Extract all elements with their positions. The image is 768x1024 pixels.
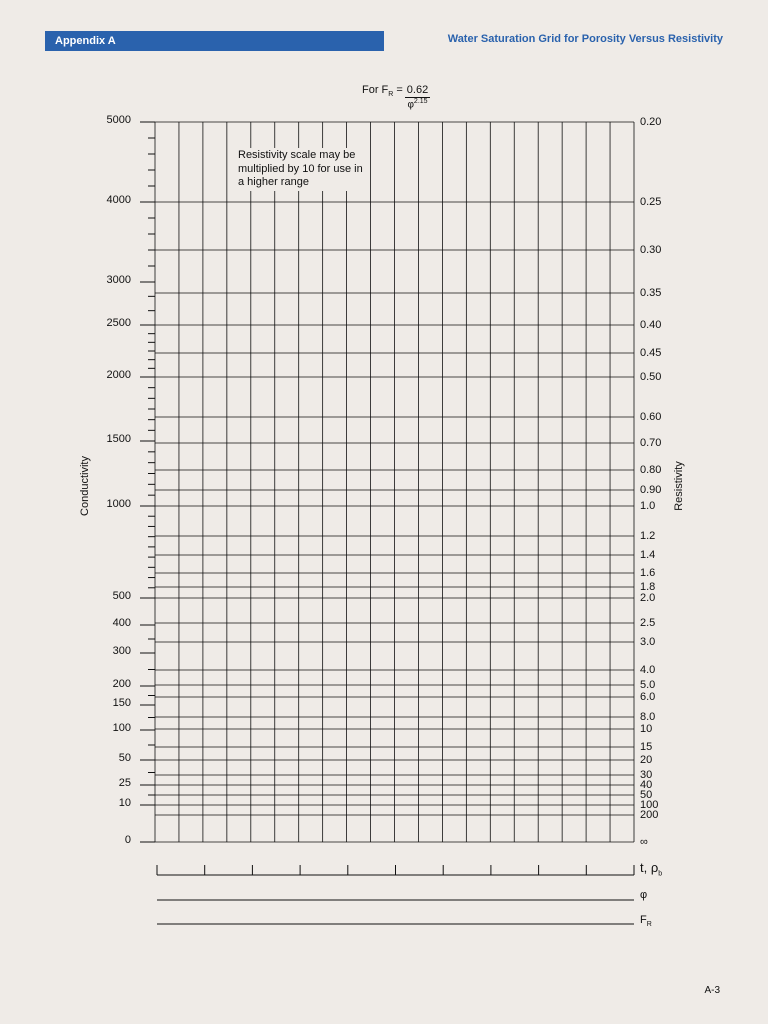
conductivity-axis-title: Conductivity (78, 456, 91, 516)
conductivity-tick-label: 1000 (106, 498, 131, 510)
resistivity-tick-label: 100 (640, 799, 659, 811)
conductivity-tick-label: 4000 (106, 194, 131, 206)
conductivity-tick-label: 300 (112, 645, 131, 657)
resistivity-tick-label: 0.90 (640, 484, 662, 496)
conductivity-tick-label: 2500 (106, 317, 131, 329)
fr-sub: R (646, 921, 652, 929)
resistivity-tick-label: 1.2 (640, 530, 656, 542)
section-label: Appendix A (55, 35, 116, 47)
t-rho-text: t, ρ (640, 860, 659, 875)
conductivity-tick-label: 0 (124, 834, 131, 846)
resistivity-tick-label: 10 (640, 723, 653, 735)
resistivity-tick-label: 1.4 (640, 549, 656, 561)
formula-numerator: 0.62 (406, 84, 429, 96)
resistivity-tick-label: 2.5 (640, 617, 656, 629)
conductivity-tick-label: 150 (112, 697, 131, 709)
formula-phi: φ (407, 99, 414, 111)
formula-exponent: 2.15 (413, 98, 428, 105)
conductivity-tick-label: 50 (118, 752, 131, 764)
resistivity-tick-label: 50 (640, 789, 653, 801)
resistivity-tick-label: 6.0 (640, 691, 656, 703)
resistivity-tick-label: 0.70 (640, 437, 662, 449)
conductivity-tick-label: 5000 (106, 114, 131, 126)
resistivity-tick-label: 0.50 (640, 371, 662, 383)
page-number: A-3 (704, 985, 720, 996)
resistivity-tick-label: 200 (640, 809, 659, 821)
resistivity-tick-label: 20 (640, 754, 653, 766)
conductivity-tick-label: 10 (118, 797, 131, 809)
t-rho-label (640, 860, 662, 878)
conductivity-tick-label: 2000 (106, 369, 131, 381)
resistivity-tick-label: 8.0 (640, 711, 656, 723)
resistivity-tick-label: 4.0 (640, 664, 656, 676)
t-rho-sub: b (658, 870, 663, 878)
conductivity-tick-label: 500 (112, 590, 131, 602)
resistivity-tick-label: 1.8 (640, 581, 656, 593)
formula-prefix: For F (362, 84, 389, 96)
resistivity-tick-label: 40 (640, 779, 653, 791)
resistivity-tick-label: 0.25 (640, 196, 662, 208)
conductivity-tick-label: 100 (112, 722, 131, 734)
fr-label (640, 914, 652, 928)
resistivity-tick-label: 30 (640, 769, 653, 781)
fr-text: F (640, 914, 647, 926)
conductivity-tick-label: 1500 (106, 433, 131, 445)
page-title: Water Saturation Grid for Porosity Versus Resistivity (447, 33, 723, 45)
resistivity-tick-label: 0.80 (640, 464, 662, 476)
resistivity-tick-label: ∞ (640, 836, 648, 848)
conductivity-tick-label: 400 (112, 617, 131, 629)
formula-sub: R (388, 91, 394, 99)
resistivity-tick-label: 0.20 (640, 116, 662, 128)
resistivity-axis-title: Resistivity (672, 461, 685, 511)
resistivity-tick-label: 2.0 (640, 592, 656, 604)
resistivity-tick-label: 0.60 (640, 411, 662, 423)
resistivity-tick-label: 0.30 (640, 244, 662, 256)
conductivity-tick-label: 25 (118, 777, 131, 789)
conductivity-tick-label: 3000 (106, 274, 131, 286)
resistivity-tick-label: 1.6 (640, 567, 656, 579)
resistivity-tick-label: 3.0 (640, 636, 656, 648)
resistivity-tick-label: 0.45 (640, 347, 662, 359)
resistivity-tick-label: 5.0 (640, 679, 656, 691)
note-text: Resistivity scale may be multiplied by 10 for use in a higher range (236, 148, 368, 191)
resistivity-tick-label: 0.40 (640, 319, 662, 331)
resistivity-tick-label: 0.35 (640, 287, 662, 299)
phi-label: φ (640, 889, 648, 901)
formula-equals: = (393, 84, 403, 96)
conductivity-tick-label: 200 (112, 678, 131, 690)
resistivity-tick-label: 1.0 (640, 500, 656, 512)
resistivity-tick-label: 15 (640, 741, 653, 753)
